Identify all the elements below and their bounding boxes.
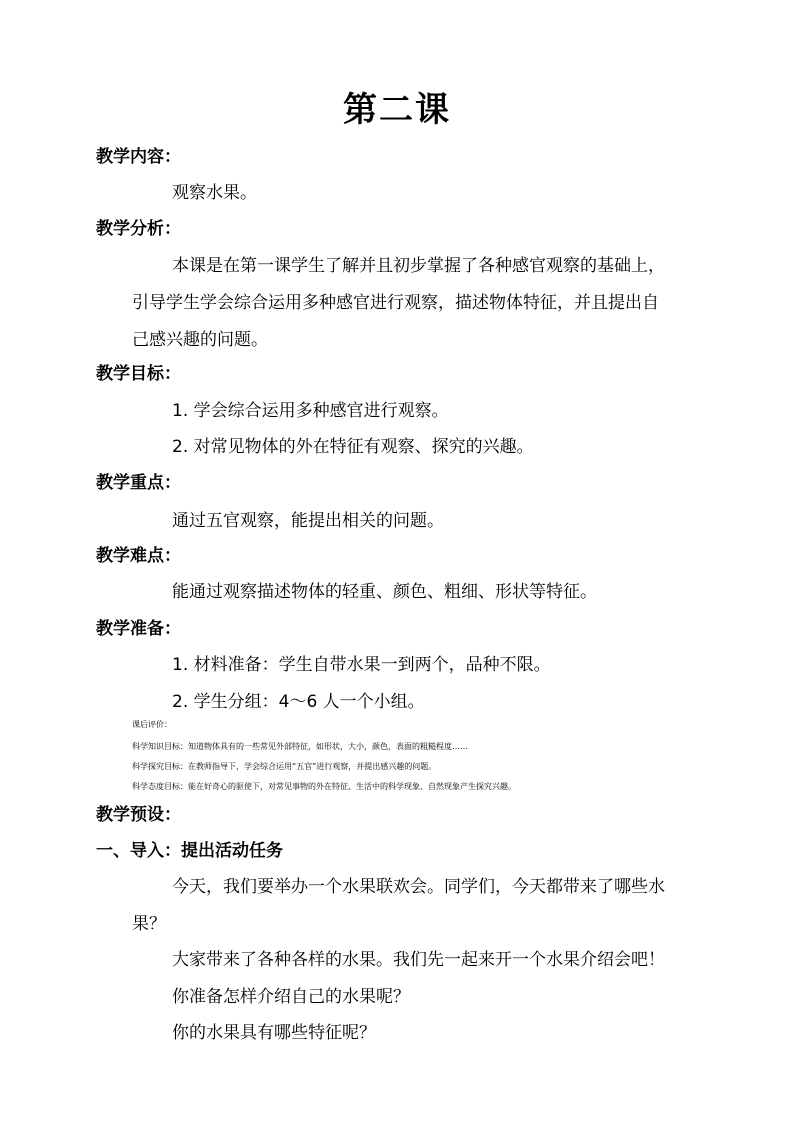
intro-line: 你准备怎样介绍自己的水果呢？ [172, 987, 410, 1007]
intro-line: 今天，我们要举办一个水果联欢会。同学们，今天都带来了哪些水 [172, 877, 665, 897]
content-line: 观察水果。 [172, 183, 257, 203]
analysis-line: 本课是在第一课学生了解并且初步掌握了各种感官观察的基础上， [172, 256, 665, 276]
intro-line: 果？ [132, 914, 166, 934]
heading-teaching-content: 教学内容： [96, 147, 181, 167]
evaluation-line: 科学态度目标：能在好奇心的驱使下，对常见事物的外在特征、生活中的科学现象、自然现象产生探究兴趣。 [132, 782, 516, 791]
analysis-line: 己感兴趣的问题。 [132, 330, 268, 350]
goal-line: 1. 学会综合运用多种感官进行观察。 [172, 401, 449, 421]
heading-key-points: 教学重点： [96, 473, 181, 493]
heading-teaching-plan: 教学预设： [96, 805, 181, 825]
difficulty-line: 能通过观察描述物体的轻重、颜色、粗细、形状等特征。 [172, 582, 597, 602]
heading-difficulties: 教学难点： [96, 546, 181, 566]
evaluation-line: 科学探究目标：在教师指导下，学会综合运用“五官”进行观察，并提出感兴趣的问题。 [132, 762, 437, 771]
intro-line: 大家带来了各种各样的水果。我们先一起来开一个水果介绍会吧！ [172, 950, 665, 970]
heading-preparation: 教学准备： [96, 619, 181, 639]
analysis-line: 引导学生学会综合运用多种感官进行观察，描述物体特征，并且提出自 [132, 293, 659, 313]
key-point-line: 通过五官观察，能提出相关的问题。 [172, 511, 444, 531]
page-title: 第二课 [343, 90, 451, 130]
evaluation-label: 课后评价： [132, 720, 172, 729]
heading-teaching-analysis: 教学分析： [96, 219, 181, 239]
preparation-line: 1. 材料准备：学生自带水果一到两个，品种不限。 [172, 655, 551, 675]
heading-intro: 一、导入：提出活动任务 [96, 841, 283, 861]
heading-teaching-goals: 教学目标： [96, 364, 181, 384]
intro-line: 你的水果具有哪些特征呢？ [172, 1023, 376, 1043]
goal-line: 2. 对常见物体的外在特征有观察、探究的兴趣。 [172, 437, 534, 457]
preparation-line: 2. 学生分组：4～6 人一个小组。 [172, 692, 425, 712]
evaluation-line: 科学知识目标：知道物体具有的一些常见外部特征，如形状，大小，颜色，表面的粗糙程度…… [132, 742, 468, 751]
